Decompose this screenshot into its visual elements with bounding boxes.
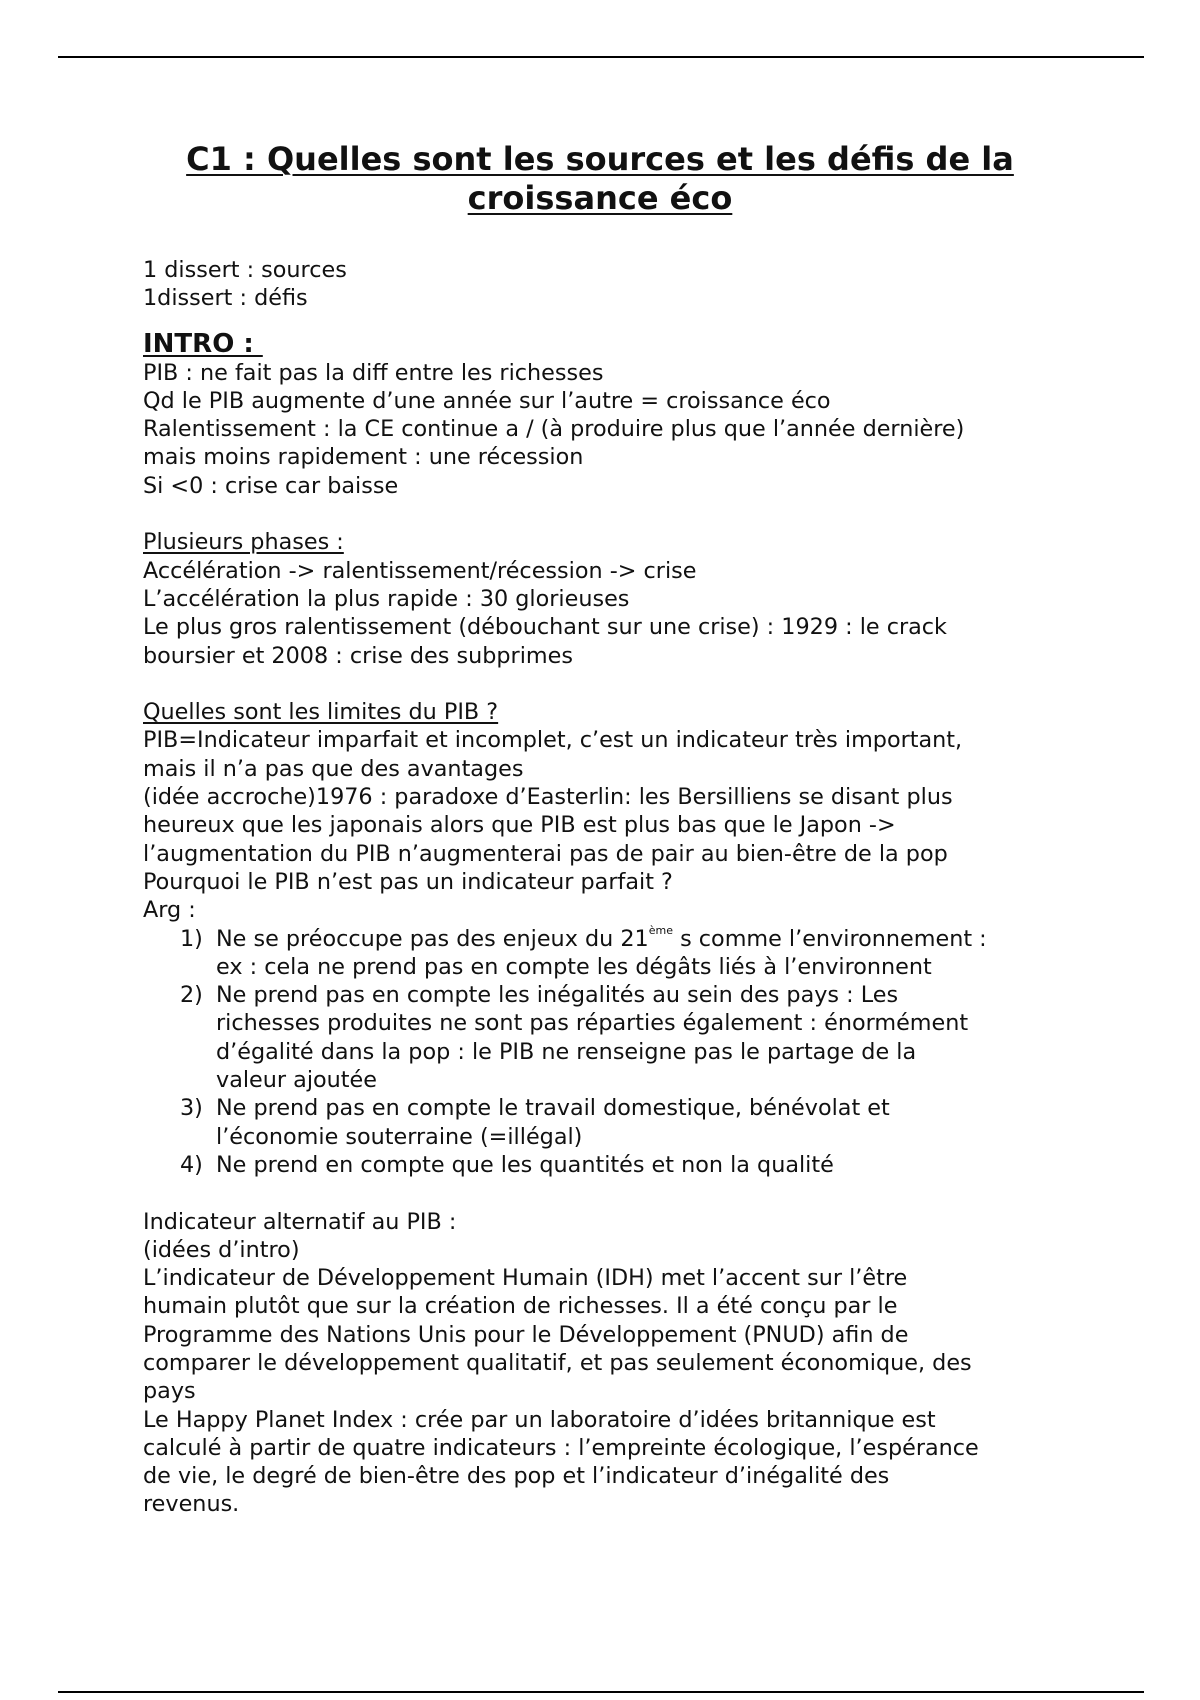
alternatif-line: L’indicateur de Développement Humain (IDH) met l’accent sur l’être bbox=[143, 1265, 908, 1292]
argument-line: richesses produites ne sont pas réparties également : énormément bbox=[216, 1010, 969, 1037]
intro-line: Qd le PIB augmente d’une année sur l’autre = croissance éco bbox=[143, 387, 831, 414]
title-line-2: croissance éco bbox=[467, 179, 733, 217]
list-item bbox=[143, 981, 1083, 1094]
intro-line: Si <0 : crise car baisse bbox=[143, 472, 399, 499]
dissert-line: 1 dissert : sources bbox=[143, 257, 347, 283]
phases-heading: Plusieurs phases : bbox=[143, 529, 344, 556]
argument-line: Ne prend en compte que les quantités et non la qualité bbox=[216, 1151, 834, 1178]
limites-line: (idée accroche)1976 : paradoxe d’Easterlin: les Bersilliens se disant plus bbox=[143, 784, 953, 811]
intro-line: mais moins rapidement : une récession bbox=[143, 444, 584, 471]
limites-heading: Quelles sont les limites du PIB ? bbox=[143, 699, 499, 726]
alternatif-line: calculé à partir de quatre indicateurs : l’empreinte écologique, l’espérance bbox=[143, 1434, 979, 1461]
superscript: ème bbox=[648, 924, 673, 938]
intro-line: PIB : ne fait pas la diff entre les richesses bbox=[143, 359, 604, 386]
limites-line: heureux que les japonais alors que PIB est plus bas que le Japon -> bbox=[143, 812, 896, 839]
list-number: 1) bbox=[180, 925, 203, 952]
phases-line: L’accélération la plus rapide : 30 glorieuses bbox=[143, 585, 630, 612]
list-item bbox=[143, 1151, 1083, 1179]
alternatif-line: (idées d’intro) bbox=[143, 1236, 300, 1263]
argument-line: d’égalité dans la pop : le PIB ne renseigne pas le partage de la bbox=[216, 1038, 917, 1065]
limites-line: Pourquoi le PIB n’est pas un indicateur parfait ? bbox=[143, 868, 673, 895]
dissert-line: 1dissert : défis bbox=[143, 285, 308, 312]
limites-line: l’augmentation du PIB n’augmenterai pas de pair au bien-être de la pop bbox=[143, 840, 948, 867]
alternatif-line: comparer le développement qualitatif, et pas seulement économique, des bbox=[143, 1349, 972, 1376]
alternatif-line: Programme des Nations Unis pour le Développement (PNUD) afin de bbox=[143, 1321, 909, 1348]
argument-line: l’économie souterraine (=illégal) bbox=[216, 1123, 583, 1150]
list-number: 4) bbox=[180, 1151, 203, 1178]
list-item bbox=[143, 925, 1083, 982]
phases-line: boursier et 2008 : crise des subprimes bbox=[143, 642, 573, 669]
limites-line: mais il n’a pas que des avantages bbox=[143, 755, 524, 782]
argument-line bbox=[216, 925, 1083, 953]
list-number: 3) bbox=[180, 1095, 203, 1122]
alternatif-line: revenus. bbox=[143, 1491, 240, 1518]
intro-heading: INTRO : bbox=[143, 328, 263, 359]
intro-line: Ralentissement : la CE continue a / (à produire plus que l’année dernière) bbox=[143, 416, 965, 443]
argument-line: valeur ajoutée bbox=[216, 1067, 377, 1094]
alternatif-heading: Indicateur alternatif au PIB : bbox=[143, 1208, 457, 1235]
limites-line: PIB=Indicateur imparfait et incomplet, c’est un indicateur très important, bbox=[143, 727, 963, 754]
footer-rule bbox=[58, 1691, 1144, 1693]
alternatif-line: de vie, le degré de bien-être des pop et l’indicateur d’inégalité des bbox=[143, 1463, 890, 1490]
page-title bbox=[144, 140, 1056, 218]
alternatif-line: Le Happy Planet Index : crée par un laboratoire d’idées britannique est bbox=[143, 1406, 936, 1433]
phases-line: Accélération -> ralentissement/récession -> crise bbox=[143, 557, 697, 584]
alternatif-line: pays bbox=[143, 1378, 196, 1405]
alternatif-line: humain plutôt que sur la création de richesses. Il a été conçu par le bbox=[143, 1293, 898, 1320]
title-line-1: C1 : Quelles sont les sources et les défis de la bbox=[186, 140, 1014, 178]
header-rule bbox=[58, 56, 1144, 58]
argument-text: Ne se préoccupe pas des enjeux du 21 bbox=[216, 925, 649, 952]
arguments-list bbox=[143, 925, 1083, 1180]
document-body bbox=[143, 256, 1083, 1519]
argument-line: Ne prend pas en compte le travail domestique, bénévolat et bbox=[216, 1095, 890, 1122]
argument-text: s comme l’environnement : bbox=[673, 925, 987, 952]
list-item bbox=[143, 1094, 1083, 1151]
argument-line: Ne prend pas en compte les inégalités au sein des pays : Les bbox=[216, 982, 899, 1009]
list-number: 2) bbox=[180, 982, 203, 1009]
limites-line: Arg : bbox=[143, 897, 196, 924]
argument-line: ex : cela ne prend pas en compte les dégâts liés à l’environnent bbox=[216, 953, 932, 980]
phases-line: Le plus gros ralentissement (débouchant sur une crise) : 1929 : le crack bbox=[143, 614, 947, 641]
